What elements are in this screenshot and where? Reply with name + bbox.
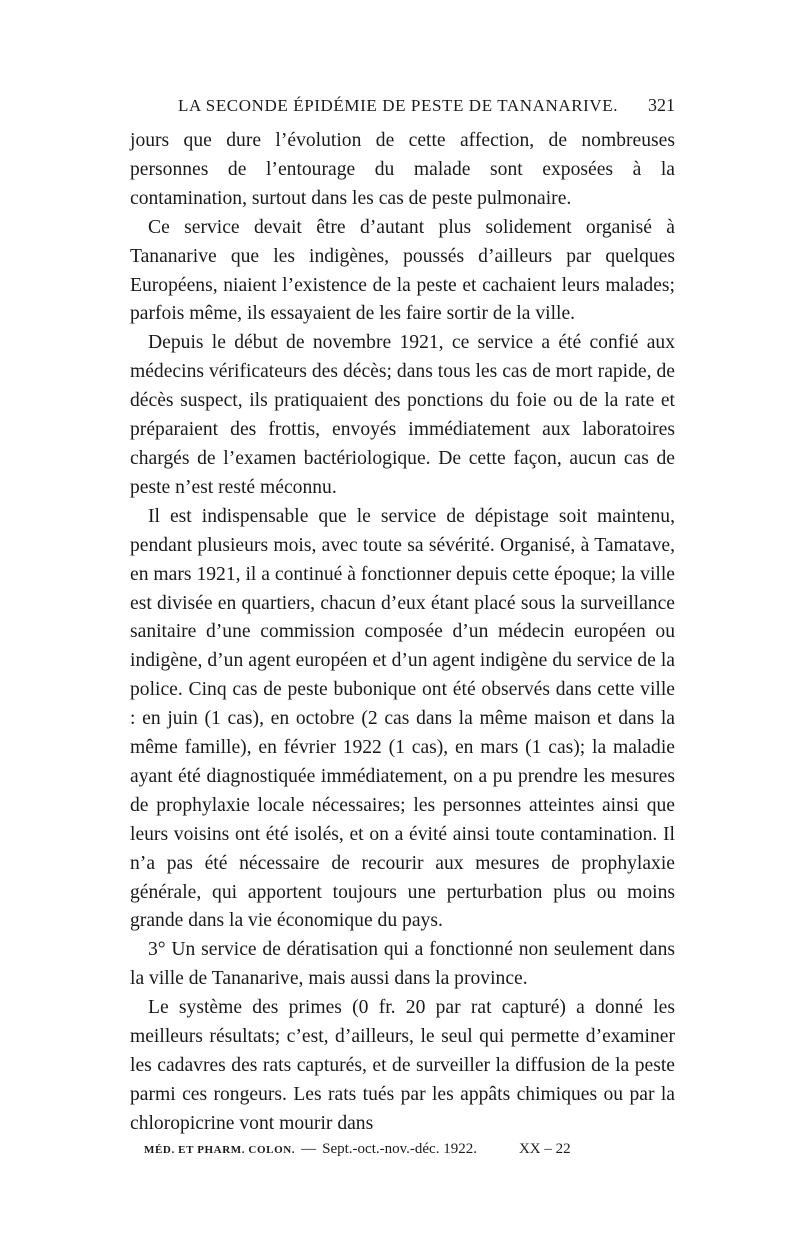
paragraph-medecins-verificateurs: Depuis le début de novembre 1921, ce service a été confié aux médecins vérificateurs des décès; dans tous les cas de mort rapide, de décès suspect, ils pratiquaient des ponctions du foie ou de la rate et préparaient des frottis, envoyés immédiatement aux laboratoires chargés de l’examen bactériologique. De cette façon, aucun cas de peste n’est resté méconnu. bbox=[130, 332, 675, 498]
journal-name: MÉD. ET PHARM. COLON. bbox=[144, 1143, 296, 1156]
paragraph-depistage-tamatave: Il est indispensable que le service de dépistage soit maintenu, pendant plusieurs mois, avec toute sa sévérité. Organisé, à Tamatave, en mars 1921, il a continué à fonctionner depuis cette époque; la ville est divisée en quartiers, chacun d’eux étant placé sous la surveillance sanitaire d’une commission composée d’un médecin européen ou indigène, d’un agent européen et d’un agent indigène du service de la police. Cinq cas de peste bubonique ont été observés dans cette ville : en juin (1 cas), en octobre (2 cas dans la même maison et dans la même famille), en février 1922 (1 cas), en mars (1 cas); la maladie ayant été diagnostiquée immédiatement, on a pu prendre les mesures de prophylaxie locale nécessaires; les personnes atteintes ainsi que leurs voisins ont été isolés, et on a évité ainsi toute contamination. Il n’a pas été nécessaire de recourir aux mesures de prophylaxie générale, qui apportent toujours une perturbation plus ou moins grande dans la vie économique du pays. bbox=[130, 505, 675, 932]
running-title: LA SECONDE ÉPIDÉMIE DE PESTE DE TANANARIVE. bbox=[178, 96, 619, 115]
body-text bbox=[130, 127, 675, 1139]
paragraph-continuation: jours que dure l’évolution de cette affection, de nombreuses personnes de l’entourage du malade sont exposées à la contamination, surtout dans les cas de peste pulmonaire. bbox=[130, 130, 675, 209]
page-number: 321 bbox=[648, 95, 675, 115]
paragraph-primes: Le système des primes (0 fr. 20 par rat capturé) a donné les meilleurs résultats; c’est, d’ailleurs, le seul qui permette d’examiner les cadavres des rats capturés, et de surveiller la diffusion de la peste parmi ces rongeurs. Les rats tués par les appâts chimiques ou par la chloropicrine vont mourir dans bbox=[130, 997, 675, 1134]
signature-mark: XX – 22 bbox=[518, 1140, 571, 1157]
page bbox=[130, 95, 675, 1158]
footer-dash: — bbox=[301, 1140, 317, 1157]
paragraph-service-organisation: Ce service devait être d’autant plus solidement organisé à Tananarive que les indigènes, poussés d’ailleurs par quelques Européens, niaient l’existence de la peste et cachaient leurs malades; parfois même, ils essayaient de les faire sortir de la ville. bbox=[130, 216, 675, 325]
page-footer bbox=[130, 1141, 675, 1158]
issue-date: Sept.-oct.-nov.-déc. 1922. bbox=[322, 1140, 477, 1157]
paragraph-deratisation: 3° Un service de dératisation qui a fonctionné non seulement dans la ville de Tananarive, mais aussi dans la province. bbox=[130, 939, 675, 990]
running-header bbox=[178, 95, 675, 121]
